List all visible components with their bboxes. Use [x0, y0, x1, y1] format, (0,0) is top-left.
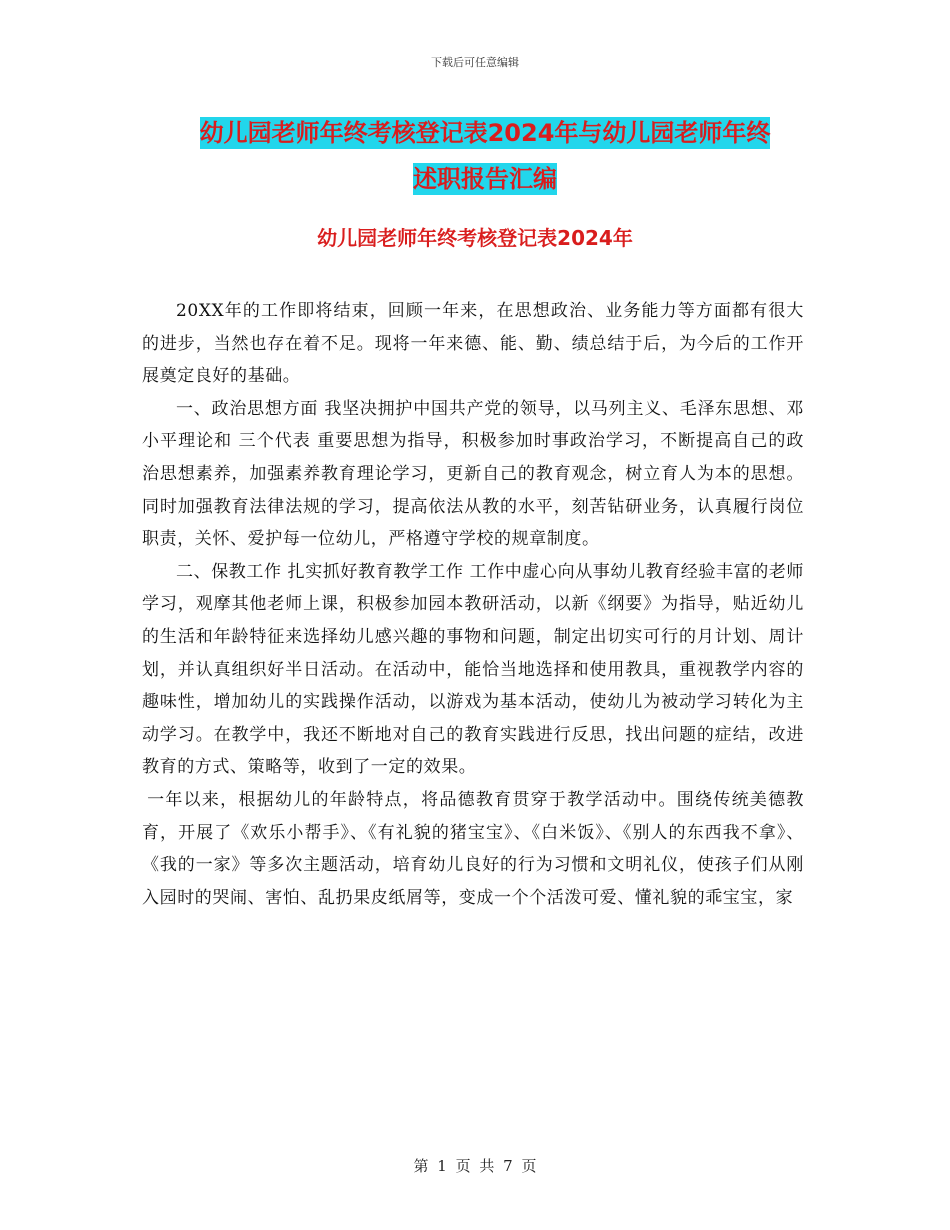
page-footer: 第 1 页 共 7 页	[413, 1157, 537, 1175]
document-title	[140, 110, 830, 202]
paragraph: 一年以来，根据幼儿的年龄特点，将品德教育贯穿于教学活动中。围绕传统美德教育，开展了《欢乐小帮手》、《有礼貌的猪宝宝》、《白米饭》、《别人的东西我不拿》、《我的一家》等多次主题活动，培育幼儿良好的行为习惯和文明礼仪，使孩子们从刚入园时的哭闹、害怕、乱扔果皮纸屑等，变成一个个活泼可爱、懂礼貌的乖宝宝，家	[142, 789, 804, 908]
header-note: 下载后可任意编辑	[431, 56, 519, 69]
document-title-line2: 述职报告汇编	[413, 165, 557, 193]
document-title-line1: 幼儿园老师年终考核登记表2024年与幼儿园老师年终	[199, 119, 771, 147]
paragraph: 一、政治思想方面 我坚决拥护中国共产党的领导，以马列主义、毛泽东思想、邓小平理论和 三个代表 重要思想为指导，积极参加时事政治学习，不断提高自己的政治思想素养，加强素养教育理论学习，更新自己的教育观念，树立育人为本的思想。同时加强教育法律法规的学习，提高依法从教的水平，刻苦钻研业务，认真履行岗位职责，关怀、爱护每一位幼儿，严格遵守学校的规章制度。	[142, 398, 804, 550]
section-title: 幼儿园老师年终考核登记表2024年	[317, 226, 633, 250]
paragraph: 二、保教工作 扎实抓好教育教学工作 工作中虚心向从事幼儿教育经验丰富的老师学习，观摩其他老师上课，积极参加园本教研活动，以新《纲要》为指导，贴近幼儿的生活和年龄特征来选择幼儿感兴趣的事物和问题，制定出切实可行的月计划、周计划，并认真组织好半日活动。在活动中，能恰当地选择和使用教具，重视教学内容的趣味性，增加幼儿的实践操作活动，以游戏为基本活动，使幼儿为被动学习转化为主动学习。在教学中，我还不断地对自己的教育实践进行反思，找出问题的症结，改进教育的方式、策略等，收到了一定的效果。	[142, 561, 805, 778]
document-body	[142, 295, 804, 914]
paragraph: 20XX年的工作即将结束，回顾一年来，在思想政治、业务能力等方面都有很大的进步，当然也存在着不足。现将一年来德、能、勤、绩总结于后，为今后的工作开展奠定良好的基础。	[142, 301, 804, 387]
